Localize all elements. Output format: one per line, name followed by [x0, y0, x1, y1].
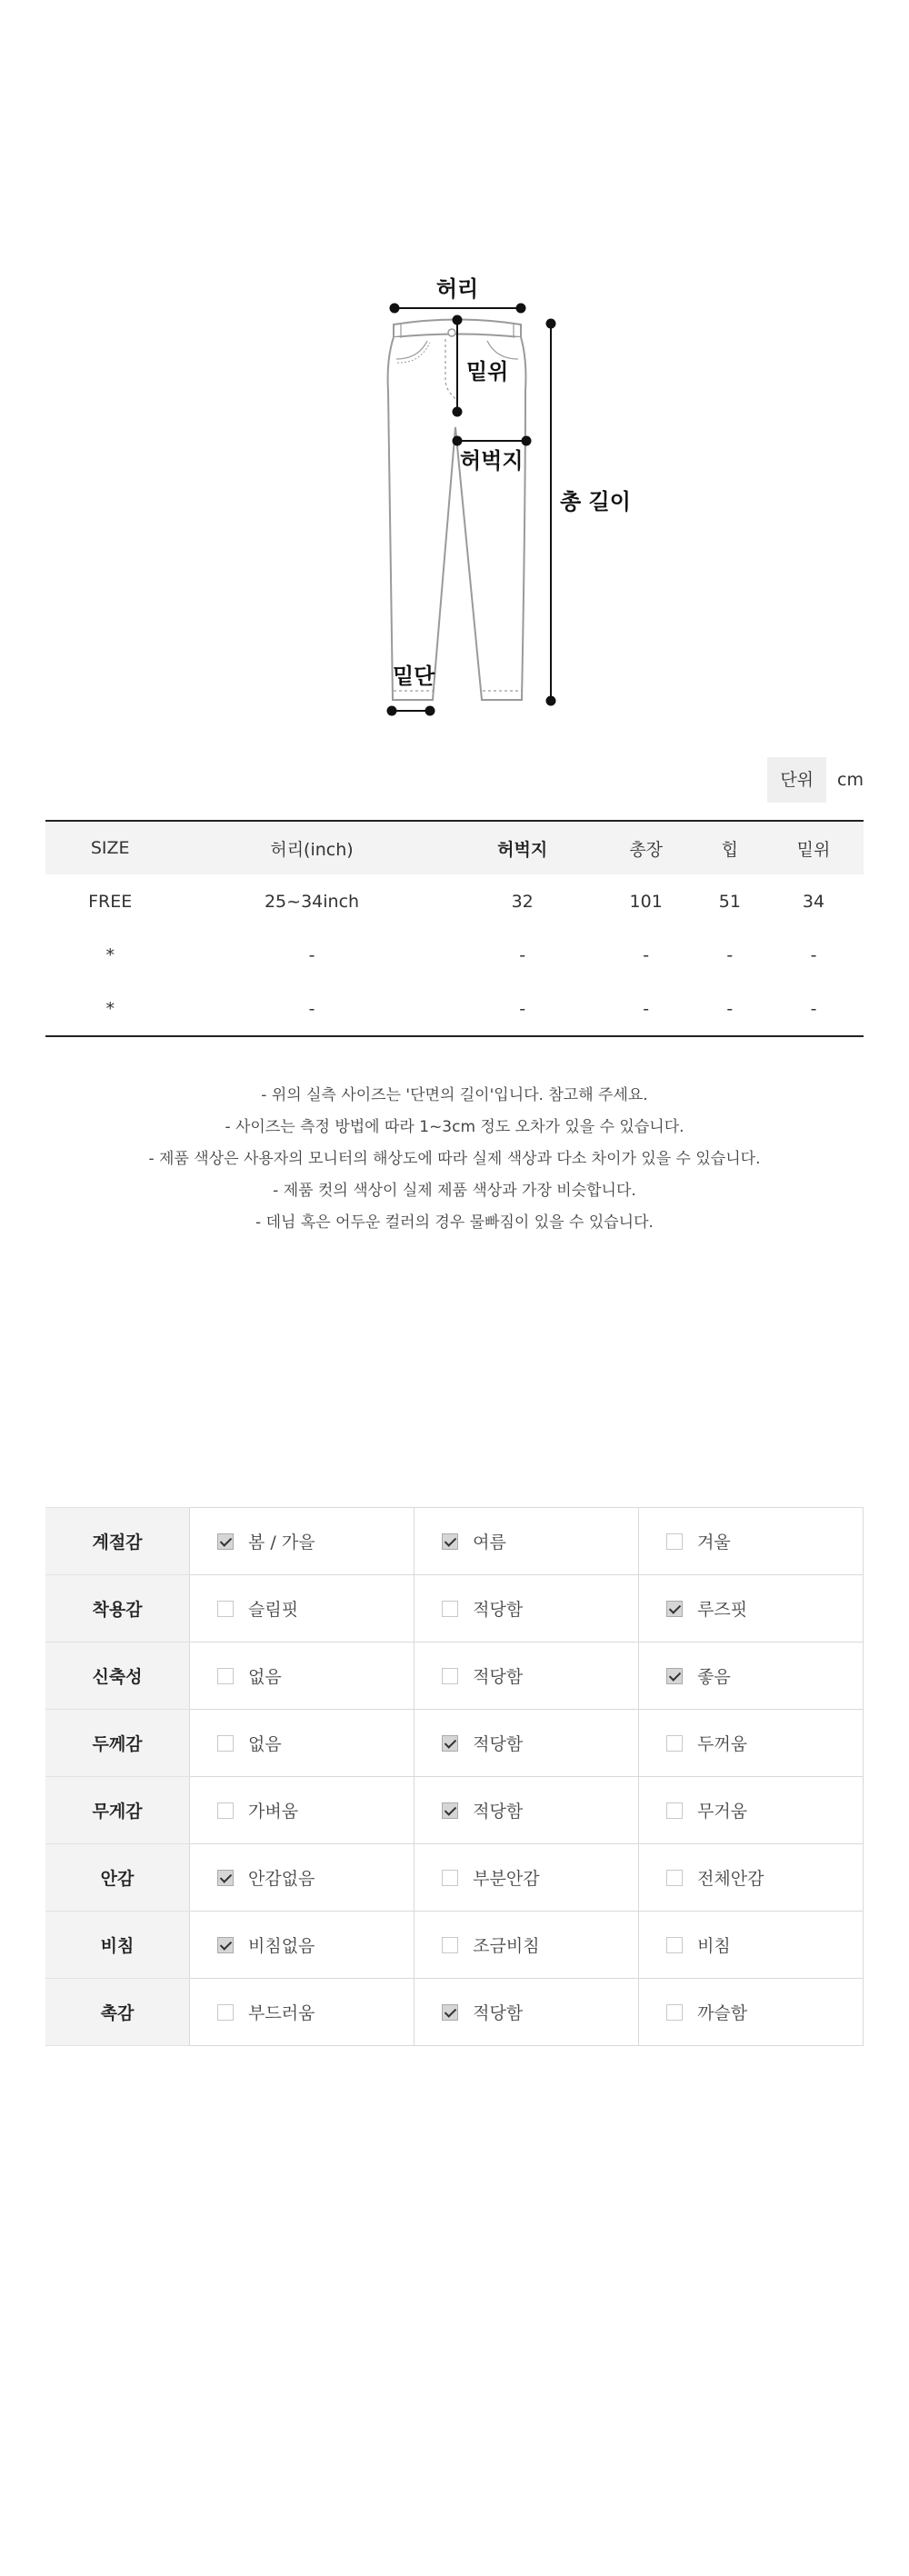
- table-cell: -: [810, 944, 817, 965]
- waist-label: 허리: [435, 276, 479, 302]
- fabric-option-cell: [639, 1912, 864, 1979]
- unchecked-checkbox-icon: [217, 1735, 234, 1752]
- fabric-option-cell: [639, 1844, 864, 1912]
- header-length: 총장: [596, 821, 696, 874]
- fabric-option-label: 적당함: [473, 2003, 524, 2023]
- unchecked-checkbox-icon: [217, 1668, 234, 1684]
- fabric-row-label: 무게감: [45, 1777, 190, 1844]
- fabric-row-label: 두께감: [45, 1710, 190, 1777]
- fabric-option: [666, 1798, 862, 1822]
- unit-indicator: [767, 757, 864, 803]
- fabric-option: [442, 1932, 637, 1957]
- unchecked-checkbox-icon: [442, 1870, 458, 1886]
- fabric-row-label: 계절감: [45, 1508, 190, 1575]
- fabric-option-label: 안감없음: [248, 1869, 315, 1889]
- total-length-label: 총 길이: [560, 489, 631, 514]
- fabric-option: [442, 1798, 637, 1822]
- checked-checkbox-icon: [442, 1533, 458, 1550]
- fabric-option-cell: [639, 1642, 864, 1710]
- fabric-option-cell: [639, 1575, 864, 1642]
- table-cell: FREE: [88, 891, 133, 912]
- table-cell: -: [726, 998, 734, 1019]
- fabric-row: [45, 1912, 864, 1979]
- fabric-option-cell: [190, 1710, 415, 1777]
- fabric-option-cell: [190, 1844, 415, 1912]
- fabric-option-label: 좋음: [697, 1667, 731, 1687]
- fabric-option-label: 전체안감: [697, 1869, 764, 1889]
- header-thigh: 허벅지: [449, 821, 596, 874]
- table-cell: -: [519, 998, 526, 1019]
- unchecked-checkbox-icon: [666, 1870, 683, 1886]
- fabric-option-label: 적당함: [473, 1734, 524, 1754]
- thigh-label: 허벅지: [460, 448, 524, 474]
- checked-checkbox-icon: [442, 1735, 458, 1752]
- fabric-option-label: 까슬함: [697, 2003, 748, 2023]
- fabric-option: [217, 1731, 413, 1755]
- table-cell: -: [308, 998, 315, 1019]
- fabric-option: [217, 2000, 413, 2024]
- unit-label: 단위: [767, 757, 826, 803]
- fabric-option-label: 비침: [697, 1936, 731, 1956]
- note-line: - 사이즈는 측정 방법에 따라 1~3cm 정도 오차가 있을 수 있습니다.: [225, 1118, 684, 1136]
- fabric-option-label: 겨울: [697, 1533, 731, 1553]
- table-cell: 34: [802, 891, 825, 912]
- unchecked-checkbox-icon: [217, 2004, 234, 2021]
- fabric-option: [217, 1865, 413, 1890]
- note-line: - 제품 색상은 사용자의 모니터의 해상도에 따라 실제 색상과 다소 차이가 있을 수 있습니다.: [148, 1150, 761, 1168]
- table-cell: -: [643, 998, 650, 1019]
- unchecked-checkbox-icon: [666, 1533, 683, 1550]
- unchecked-checkbox-icon: [666, 2004, 683, 2021]
- unchecked-checkbox-icon: [442, 1668, 458, 1684]
- checked-checkbox-icon: [217, 1870, 234, 1886]
- fabric-option-cell: [190, 1642, 415, 1710]
- checked-checkbox-icon: [666, 1601, 683, 1617]
- fabric-option: [217, 1932, 413, 1957]
- fabric-option: [666, 1932, 862, 1957]
- fabric-option-label: 두꺼움: [697, 1734, 748, 1754]
- table-cell: 51: [718, 891, 741, 912]
- header-hip: 힙: [696, 821, 764, 874]
- header-waist: 허리(inch): [175, 821, 448, 874]
- note-line: - 제품 컷의 색상이 실제 제품 색상과 가장 비슷합니다.: [273, 1182, 636, 1200]
- fabric-option-cell: [415, 1710, 639, 1777]
- size-notes: [0, 1080, 909, 1239]
- table-row: [45, 874, 864, 928]
- unchecked-checkbox-icon: [217, 1802, 234, 1819]
- fabric-row-label: 비침: [45, 1912, 190, 1979]
- checked-checkbox-icon: [217, 1937, 234, 1953]
- table-cell: -: [810, 998, 817, 1019]
- note-line: - 데님 혹은 어두운 컬러의 경우 물빠짐이 있을 수 있습니다.: [255, 1213, 654, 1232]
- fabric-option: [442, 1731, 637, 1755]
- fabric-option-cell: [415, 1912, 639, 1979]
- checked-checkbox-icon: [442, 1802, 458, 1819]
- table-row: [45, 928, 864, 982]
- fabric-option: [666, 1529, 862, 1553]
- fabric-option: [442, 1529, 637, 1553]
- fabric-option-cell: [639, 1508, 864, 1575]
- fabric-option-label: 적당함: [473, 1802, 524, 1822]
- fabric-option-cell: [415, 1979, 639, 2046]
- fabric-option-cell: [190, 1508, 415, 1575]
- fabric-option-label: 적당함: [473, 1600, 524, 1620]
- table-cell: 32: [511, 891, 534, 912]
- fabric-option: [442, 2000, 637, 2024]
- fabric-option-cell: [639, 1710, 864, 1777]
- fabric-option-cell: [415, 1575, 639, 1642]
- fabric-option-label: 가벼움: [248, 1802, 299, 1822]
- fabric-row: [45, 1642, 864, 1710]
- fabric-row: [45, 1575, 864, 1642]
- fabric-option: [442, 1596, 637, 1621]
- fabric-option-label: 슬림핏: [248, 1600, 299, 1620]
- fabric-option: [666, 1663, 862, 1688]
- fabric-option-cell: [190, 1575, 415, 1642]
- fabric-option-label: 없음: [248, 1667, 282, 1687]
- fabric-option-label: 부드러움: [248, 2003, 315, 2023]
- fabric-option-cell: [415, 1642, 639, 1710]
- fabric-option-label: 조금비침: [473, 1936, 540, 1956]
- unchecked-checkbox-icon: [217, 1601, 234, 1617]
- note-line: - 위의 실측 사이즈는 '단면의 길이'입니다. 참고해 주세요.: [261, 1086, 648, 1104]
- fabric-option-label: 없음: [248, 1734, 282, 1754]
- fabric-option-cell: [190, 1912, 415, 1979]
- header-rise: 밑위: [764, 821, 864, 874]
- fabric-option-cell: [415, 1508, 639, 1575]
- rise-label: 밑위: [466, 359, 509, 384]
- fabric-option-cell: [190, 1979, 415, 2046]
- unchecked-checkbox-icon: [442, 1601, 458, 1617]
- checked-checkbox-icon: [666, 1668, 683, 1684]
- fabric-option-label: 루즈핏: [697, 1600, 748, 1620]
- fabric-row: [45, 1508, 864, 1575]
- table-cell: 101: [629, 891, 663, 912]
- table-cell: *: [105, 998, 115, 1019]
- table-cell: -: [726, 944, 734, 965]
- checked-checkbox-icon: [217, 1533, 234, 1550]
- fabric-option: [666, 1731, 862, 1755]
- fabric-option-label: 적당함: [473, 1667, 524, 1687]
- fabric-option: [217, 1529, 413, 1553]
- fabric-option: [666, 1865, 862, 1890]
- table-cell: -: [643, 944, 650, 965]
- fabric-option: [217, 1798, 413, 1822]
- fabric-row-label: 촉감: [45, 1979, 190, 2046]
- fabric-option: [666, 2000, 862, 2024]
- size-table-header-row: [45, 821, 864, 874]
- fabric-option-label: 봄 / 가을: [248, 1533, 315, 1553]
- fabric-option-label: 비침없음: [248, 1936, 315, 1956]
- unchecked-checkbox-icon: [666, 1735, 683, 1752]
- table-row: [45, 982, 864, 1036]
- fabric-row-label: 안감: [45, 1844, 190, 1912]
- unit-value: cm: [837, 770, 864, 790]
- checked-checkbox-icon: [442, 2004, 458, 2021]
- fabric-option: [217, 1663, 413, 1688]
- fabric-option-cell: [415, 1844, 639, 1912]
- fabric-option: [442, 1663, 637, 1688]
- fabric-option: [217, 1596, 413, 1621]
- fabric-row-label: 착용감: [45, 1575, 190, 1642]
- fabric-option-cell: [639, 1777, 864, 1844]
- pants-size-diagram: [0, 0, 909, 727]
- fabric-row-label: 신축성: [45, 1642, 190, 1710]
- unchecked-checkbox-icon: [442, 1937, 458, 1953]
- fabric-row: [45, 1844, 864, 1912]
- table-cell: 25~34inch: [264, 891, 360, 912]
- header-size: SIZE: [45, 821, 175, 874]
- fabric-option-label: 무거움: [697, 1802, 748, 1822]
- fabric-info-table: [45, 1507, 864, 2046]
- fabric-option: [442, 1865, 637, 1890]
- fabric-option-cell: [190, 1777, 415, 1844]
- fabric-option-label: 부분안감: [473, 1869, 540, 1889]
- fabric-row: [45, 1710, 864, 1777]
- table-cell: -: [308, 944, 315, 965]
- fabric-option-cell: [415, 1777, 639, 1844]
- size-table: [45, 820, 864, 1037]
- fabric-row: [45, 1777, 864, 1844]
- fabric-option-label: 여름: [473, 1533, 506, 1553]
- unchecked-checkbox-icon: [666, 1937, 683, 1953]
- hem-label: 밑단: [393, 664, 435, 689]
- table-cell: *: [105, 944, 115, 965]
- fabric-row: [45, 1979, 864, 2046]
- fabric-option: [666, 1596, 862, 1621]
- unchecked-checkbox-icon: [666, 1802, 683, 1819]
- fabric-option-cell: [639, 1979, 864, 2046]
- table-cell: -: [519, 944, 526, 965]
